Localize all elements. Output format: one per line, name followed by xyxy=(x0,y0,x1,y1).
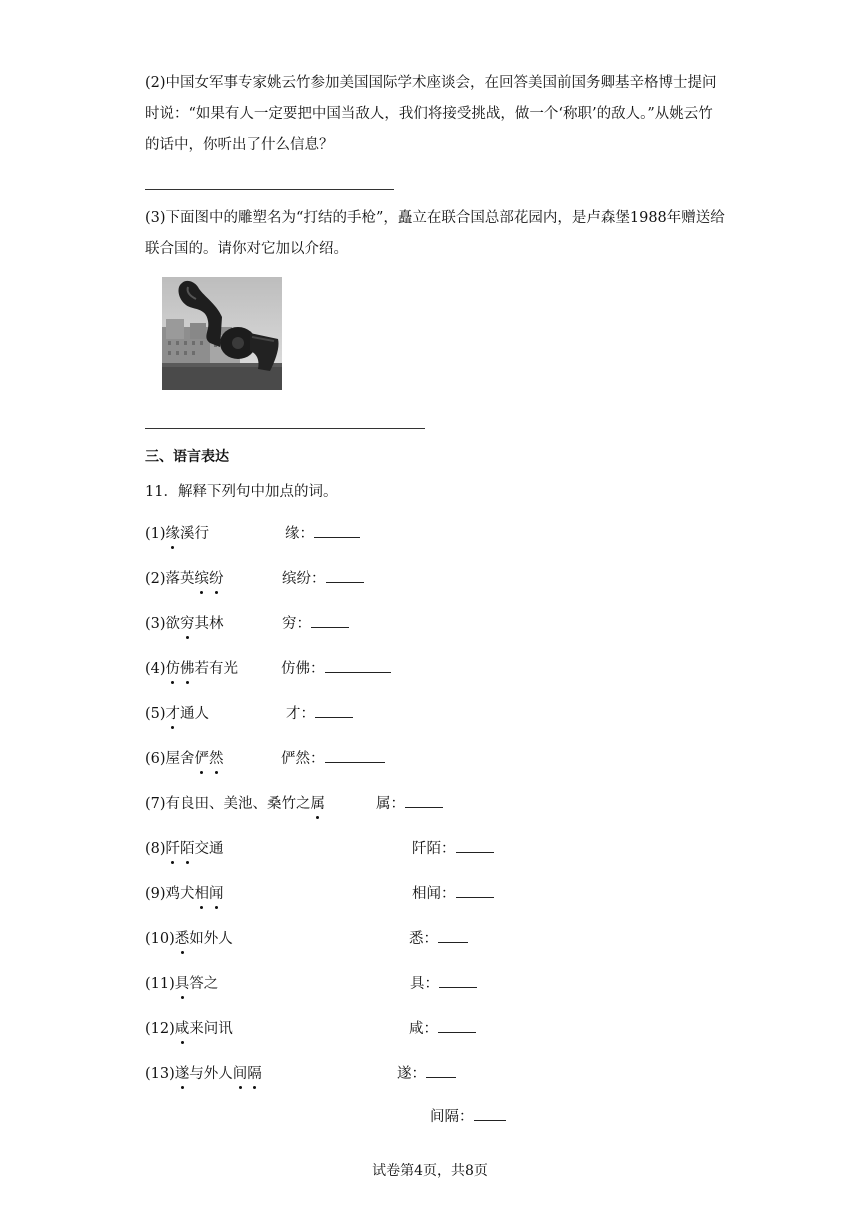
answer-blank[interactable] xyxy=(438,928,468,943)
answer-blank[interactable] xyxy=(311,613,349,628)
item-phrase xyxy=(145,567,224,588)
answer-blank[interactable] xyxy=(325,658,391,673)
dotted-character: 间 xyxy=(233,1062,248,1083)
item-number: (9) xyxy=(145,886,166,902)
dotted-character: 缤 xyxy=(195,567,210,588)
item-key: 咸： xyxy=(409,1021,438,1037)
item-phrase xyxy=(145,747,224,768)
dotted-character: 俨 xyxy=(195,747,210,768)
item-number: (10) xyxy=(145,931,175,947)
phrase-text: 来问讯 xyxy=(189,1021,233,1037)
item-phrase xyxy=(145,972,218,993)
dotted-character: 缘 xyxy=(166,522,181,543)
answer-blank[interactable] xyxy=(326,568,364,583)
item-number: (7) xyxy=(145,796,166,812)
dotted-character: 属 xyxy=(311,792,326,813)
knotted-gun-sculpture-image xyxy=(162,277,282,390)
dotted-character: 遂 xyxy=(175,1062,190,1083)
dotted-character: 阡 xyxy=(166,837,181,858)
item-key: 相闻： xyxy=(412,886,456,902)
answer-blank[interactable] xyxy=(438,1018,476,1033)
item-phrase xyxy=(145,522,209,543)
item-phrase xyxy=(145,702,209,723)
item-key: 仿佛： xyxy=(281,661,325,677)
answer-blank[interactable] xyxy=(456,883,494,898)
item-answer xyxy=(410,972,477,993)
phrase-text: 欲 xyxy=(165,616,181,632)
item-number: (3) xyxy=(145,616,166,632)
item-number: (1) xyxy=(145,526,166,542)
item-key: 遂： xyxy=(397,1066,426,1082)
item-answer xyxy=(412,882,494,903)
item-key: 俨然： xyxy=(281,751,325,767)
item-answer xyxy=(285,522,360,543)
question-2-text: (2)中国女军事专家姚云竹参加美国国际学术座谈会，在回答美国前国务卿基辛格博士提问时说：“如果有人一定要把中国当敌人，我们将接受挑战，做一个‘称职’的敌人。”从姚云竹的话中，你听出了什么信息？ xyxy=(145,75,717,153)
dotted-character: 闻 xyxy=(209,882,224,903)
item-key: 缤纷： xyxy=(282,571,326,587)
item-key: 悉： xyxy=(409,931,438,947)
dotted-character: 具 xyxy=(175,972,190,993)
answer-blank[interactable] xyxy=(456,838,494,853)
section-title: 三、语言表达 xyxy=(145,449,229,465)
item-key: 具： xyxy=(410,976,439,992)
dotted-character: 陌 xyxy=(180,837,195,858)
phrase-text: 落英 xyxy=(165,571,195,587)
answer-blank[interactable] xyxy=(439,973,477,988)
item-phrase xyxy=(145,882,224,903)
dotted-character: 纷 xyxy=(209,567,224,588)
item-number: (2) xyxy=(145,571,166,587)
dotted-character: 悉 xyxy=(175,927,190,948)
answer-blank[interactable] xyxy=(314,523,360,538)
item-key: 穷： xyxy=(282,616,311,632)
answer-blank[interactable] xyxy=(325,748,385,763)
item-phrase xyxy=(145,792,325,813)
item-key: 阡陌： xyxy=(412,841,456,857)
page-footer: 试卷第4页，共8页 xyxy=(372,1163,488,1179)
item-phrase xyxy=(145,927,233,948)
item-number: (8) xyxy=(145,841,166,857)
item-answer xyxy=(281,747,385,768)
item-answer xyxy=(409,927,468,948)
item-answer xyxy=(397,1062,456,1083)
item-answer xyxy=(412,837,494,858)
item-answer xyxy=(282,567,364,588)
list-item-13b xyxy=(430,1105,506,1126)
answer-blank[interactable] xyxy=(426,1063,456,1078)
dotted-character: 佛 xyxy=(180,657,195,678)
item-phrase xyxy=(145,612,224,633)
item-answer xyxy=(376,792,443,813)
phrase-text: 若有光 xyxy=(194,661,239,677)
item-phrase xyxy=(145,657,238,678)
item-number: (6) xyxy=(145,751,166,767)
item-answer xyxy=(282,612,349,633)
phrase-text: 如外人 xyxy=(189,931,233,947)
item-key: 才： xyxy=(286,706,315,722)
item-answer xyxy=(281,657,391,678)
dotted-character: 咸 xyxy=(175,1017,190,1038)
item-phrase xyxy=(145,1017,233,1038)
phrase-text: 有良田、美池、桑竹之 xyxy=(165,796,311,812)
question-11-prompt: 11．解释下列句中加点的词。 xyxy=(145,484,338,500)
item-number: (5) xyxy=(145,706,166,722)
item-key: 属： xyxy=(376,796,405,812)
phrase-text: 与外人 xyxy=(189,1066,233,1082)
phrase-text: 交通 xyxy=(194,841,224,857)
item-number: (13) xyxy=(145,1066,175,1082)
answer-blank[interactable] xyxy=(474,1106,506,1121)
dotted-character: 相 xyxy=(195,882,210,903)
phrase-text: 屋舍 xyxy=(165,751,195,767)
answer-line-q2[interactable] xyxy=(145,189,394,190)
item-phrase xyxy=(145,1062,262,1083)
item-number: (4) xyxy=(145,661,166,677)
phrase-text: 答之 xyxy=(189,976,219,992)
dotted-character: 然 xyxy=(209,747,224,768)
item-phrase xyxy=(145,837,224,858)
phrase-text: 通人 xyxy=(180,706,210,722)
answer-blank[interactable] xyxy=(315,703,353,718)
dotted-character: 隔 xyxy=(247,1062,262,1083)
item-number: (12) xyxy=(145,1021,175,1037)
phrase-text: 鸡犬 xyxy=(165,886,195,902)
dotted-character: 才 xyxy=(166,702,181,723)
answer-line-q3[interactable] xyxy=(145,428,425,429)
dotted-character: 穷 xyxy=(180,612,195,633)
answer-blank[interactable] xyxy=(405,793,443,808)
item-key: 缘： xyxy=(285,526,314,542)
item-number: (11) xyxy=(145,976,175,992)
question-3-text: (3)下面图中的雕塑名为“打结的手枪”，矗立在联合国总部花园内，是卢森堡1988年赠送给联合国的。请你对它加以介绍。 xyxy=(145,210,725,257)
item-answer xyxy=(409,1017,476,1038)
phrase-text: 其林 xyxy=(194,616,224,632)
phrase-text: 溪行 xyxy=(180,526,210,542)
item-answer xyxy=(286,702,353,723)
item-key: 间隔： xyxy=(430,1109,474,1125)
dotted-character: 仿 xyxy=(166,657,181,678)
